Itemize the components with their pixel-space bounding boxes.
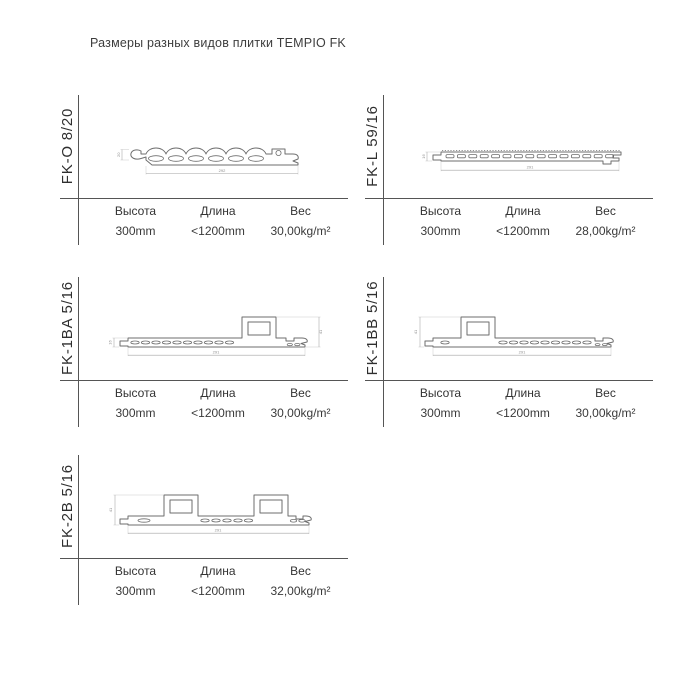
col-header-weight: Вес	[290, 564, 311, 578]
value-length: <1200mm	[496, 224, 550, 238]
value-height: 300mm	[420, 406, 461, 420]
value-weight: 30,00kg/m²	[270, 224, 331, 238]
section-divider-horizontal	[60, 198, 348, 199]
dim-width-label: 291	[518, 349, 526, 355]
value-weight: 32,00kg/m²	[270, 584, 331, 598]
value-height: 300mm	[115, 406, 156, 420]
value-weight: 30,00kg/m²	[270, 406, 331, 420]
section-label-fk-l: FK-L 59/16	[364, 105, 381, 187]
section-label-fk-2b: FK-2B 5/16	[59, 464, 76, 548]
dim-box-height-label: 41	[318, 329, 323, 335]
section-divider-horizontal	[365, 198, 653, 199]
dim-height-label: 20	[116, 152, 121, 158]
col-header-length: Длина	[200, 386, 236, 400]
dim-box-height-label: 41	[413, 329, 418, 335]
value-length: <1200mm	[191, 406, 245, 420]
section-divider-horizontal	[365, 380, 653, 381]
spec-table-fk-2b	[88, 561, 348, 601]
section-fk-1ba	[60, 277, 348, 435]
page-title: Размеры разных видов плитки TEMPIO FK	[90, 36, 346, 50]
section-divider-horizontal	[60, 558, 348, 559]
value-length: <1200mm	[496, 406, 550, 420]
col-header-length: Длина	[505, 386, 541, 400]
spec-table-fk-1bb	[393, 383, 653, 423]
section-fk-o	[60, 95, 348, 253]
col-header-height: Высота	[419, 386, 462, 400]
value-weight: 30,00kg/m²	[575, 406, 636, 420]
value-height: 300mm	[115, 224, 156, 238]
section-fk-2b	[60, 455, 348, 613]
col-header-weight: Вес	[290, 204, 311, 218]
dim-width-label: 292	[218, 167, 226, 173]
section-divider-vertical	[78, 455, 79, 605]
value-length: <1200mm	[191, 584, 245, 598]
spec-table-fk-o	[88, 201, 348, 241]
profile-drawing-fk-1bb	[409, 305, 639, 363]
profile-drawing-fk-1ba	[104, 305, 334, 363]
col-header-height: Высота	[114, 204, 157, 218]
dim-height-label: 16	[421, 154, 426, 159]
dim-width-label: 291	[212, 349, 220, 355]
section-label-fk-o: FK-O 8/20	[59, 107, 76, 185]
col-header-length: Длина	[505, 204, 541, 218]
col-header-height: Высота	[419, 204, 462, 218]
col-header-weight: Вес	[595, 204, 616, 218]
value-length: <1200mm	[191, 224, 245, 238]
col-header-length: Длина	[200, 564, 236, 578]
section-divider-vertical	[78, 277, 79, 427]
section-label-fk-1ba: FK-1BA 5/16	[59, 281, 76, 375]
spec-table-fk-1ba	[88, 383, 348, 423]
col-header-height: Высота	[114, 564, 157, 578]
value-height: 300mm	[420, 224, 461, 238]
dim-width-label: 291	[214, 527, 222, 533]
section-divider-vertical	[383, 277, 384, 427]
profile-drawing-fk-l	[415, 137, 635, 177]
profile-drawing-fk-o	[110, 133, 330, 179]
section-fk-l	[365, 95, 653, 253]
value-height: 300mm	[115, 584, 156, 598]
spec-table-fk-l	[393, 201, 653, 241]
col-header-weight: Вес	[290, 386, 311, 400]
section-divider-vertical	[78, 95, 79, 245]
dim-width-label: 291	[526, 164, 534, 170]
value-weight: 28,00kg/m²	[575, 224, 636, 238]
section-fk-1bb	[365, 277, 653, 435]
col-header-height: Высота	[114, 386, 157, 400]
profile-drawing-fk-2b	[104, 483, 334, 541]
section-divider-vertical	[383, 95, 384, 245]
dim-height-label: 16	[107, 340, 113, 345]
dim-box-height-label: 41	[108, 507, 113, 513]
section-divider-horizontal	[60, 380, 348, 381]
col-header-weight: Вес	[595, 386, 616, 400]
col-header-length: Длина	[200, 204, 236, 218]
section-label-fk-1bb: FK-1BB 5/16	[364, 280, 381, 376]
